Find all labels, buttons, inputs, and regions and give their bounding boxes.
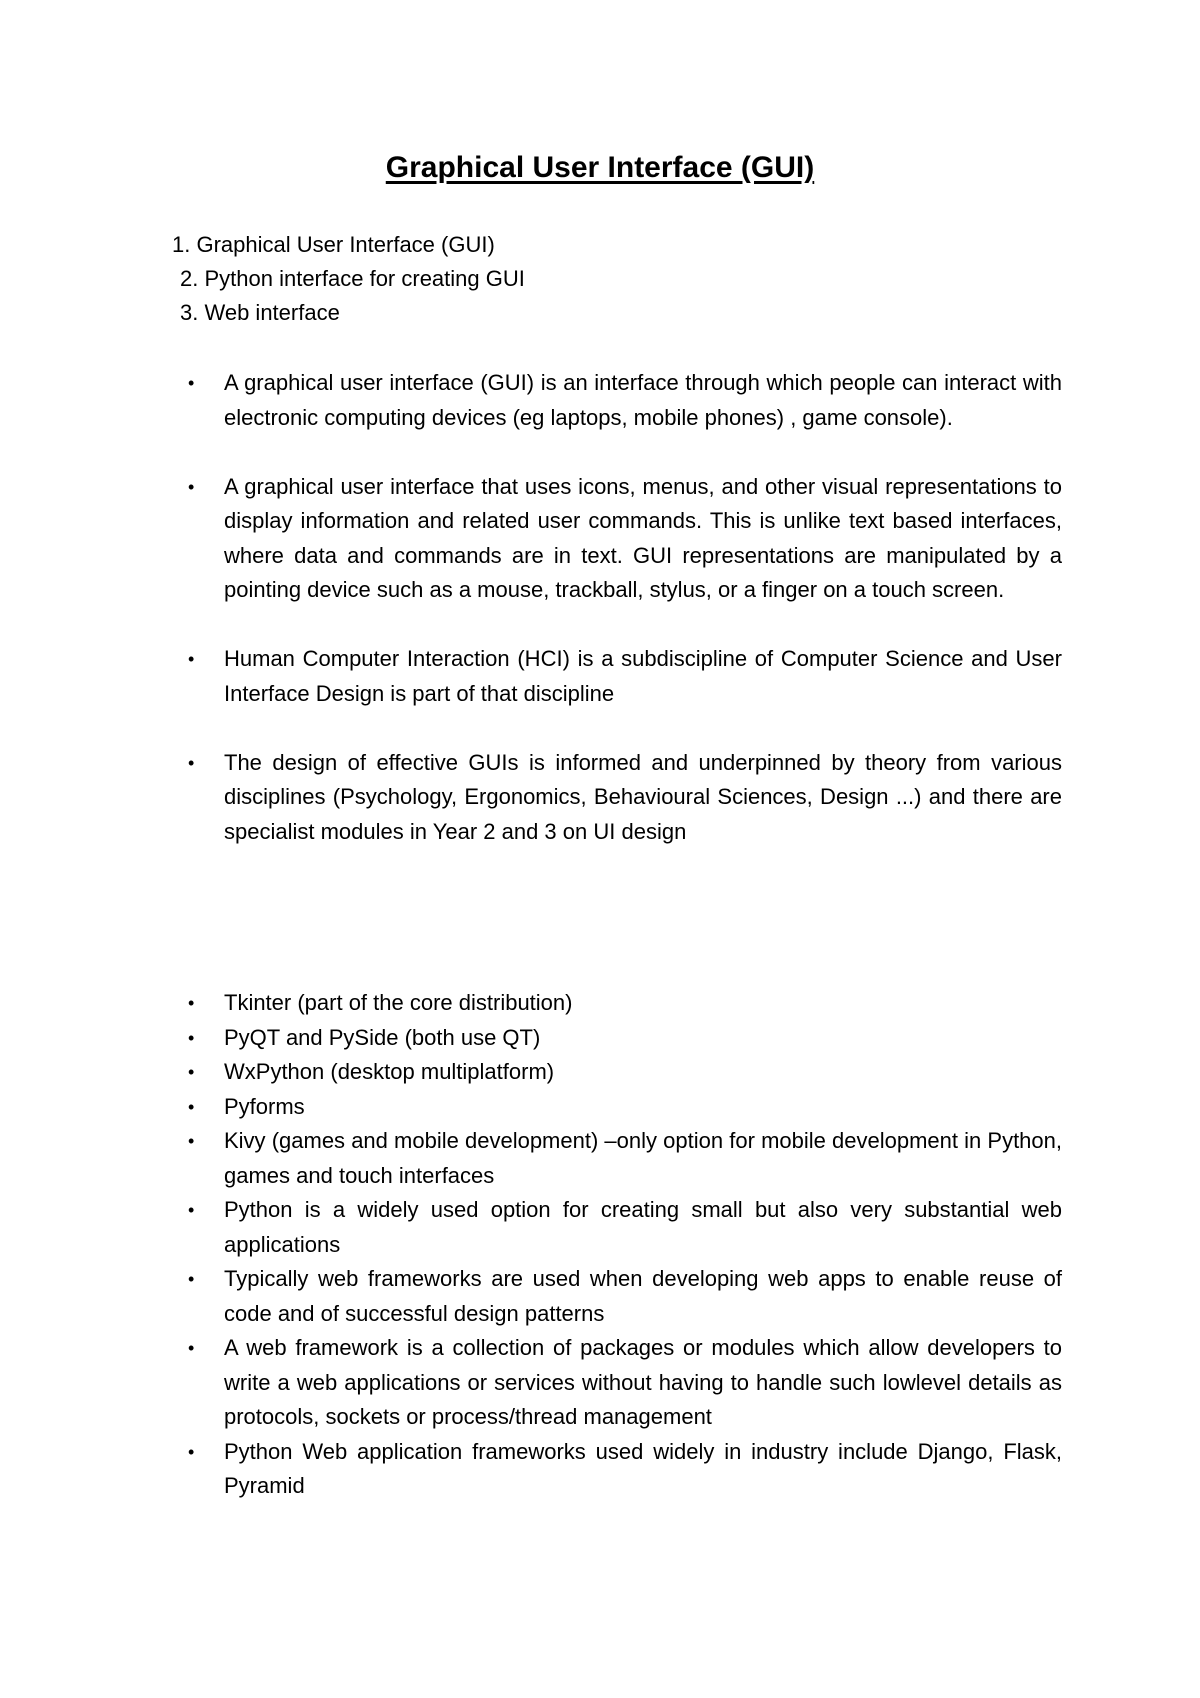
item-number: 2. [180,266,199,291]
bullet-item [182,1124,1062,1193]
bullet-icon: • [188,993,195,1013]
bullet-text: Python is a widely used option for creating small but also very substantial web applications [224,1197,1062,1257]
item-text: Python interface for creating GUI [204,266,525,291]
item-number: 3. [180,300,199,325]
bullet-item [182,1193,1062,1262]
bullet-text: A graphical user interface that uses icons, menus, and other visual representations to display information and related user commands. This is unlike text based interfaces, where data and commands are in text. GUI representations are manipulated by a pointing device such as a mouse, trackball, stylus, or a finger on a touch screen. [224,473,1062,602]
item-text: Graphical User Interface (GUI) [196,232,495,257]
bullet-icon: • [188,1441,195,1462]
bullet-icon: • [188,752,195,773]
item-text: Web interface [204,300,340,325]
bullet-text: A graphical user interface (GUI) is an interface through which people can interact with electronic computing devices (eg laptops, mobile phones) , game console). [224,370,1062,430]
bullet-text: Kivy (games and mobile development) –only option for mobile development in Python, games and touch interfaces [224,1128,1062,1188]
numbered-item [172,262,525,296]
bullet-item [182,1435,1062,1504]
paragraph-bullet-list [182,366,1062,884]
bullet-item [182,746,1062,850]
bullet-icon: • [188,1096,195,1117]
page-title: Graphical User Interface (GUI) [385,151,815,184]
bullet-icon: • [188,1338,195,1358]
bullet-icon: • [188,1200,195,1220]
bullet-item [182,986,1062,1021]
bullet-item [182,1055,1062,1090]
numbered-list [172,228,525,330]
bullet-item [182,642,1062,711]
bullet-text: A web framework is a collection of packages or modules which allow developers to write a web applications or services without having to handle such lowlevel details as protocols, sockets or process/thread management [224,1335,1062,1429]
bullet-item [182,1090,1062,1125]
bullet-text: Pyforms [224,1093,305,1119]
bullet-icon: • [188,373,195,393]
bullet-text: Human Computer Interaction (HCI) is a subdiscipline of Computer Science and User Interface Design is part of that discipline [224,646,1062,706]
bullet-icon: • [188,1269,195,1289]
bullet-text: Typically web frameworks are used when developing web apps to enable reuse of code and of successful design patterns [224,1266,1062,1326]
bullet-icon: • [188,1131,195,1151]
numbered-item [172,296,525,330]
bullet-text: The design of effective GUIs is informed and underpinned by theory from various disciplines (Psychology, Ergonomics, Behavioural Sciences, Design ...) and there are specialist modules in Year 2 and 3 on UI design [224,749,1062,844]
bullet-item [182,1021,1062,1056]
bullet-item [182,366,1062,435]
bullet-text: PyQT and PySide (both use QT) [224,1024,541,1050]
bullet-text: Tkinter (part of the core distribution) [224,990,573,1015]
bullet-text: WxPython (desktop multiplatform) [224,1059,555,1084]
numbered-item [172,228,525,262]
bullet-icon: • [188,1027,195,1048]
item-number: 1. [172,232,191,257]
framework-bullet-list [182,986,1062,1504]
bullet-item [182,1331,1062,1435]
bullet-icon: • [188,649,195,669]
bullet-icon: • [188,1062,195,1082]
bullet-item [182,470,1062,608]
bullet-text: Python Web application frameworks used widely in industry include Django, Flask, Pyramid [224,1438,1062,1498]
bullet-icon: • [188,476,195,497]
bullet-item [182,1262,1062,1331]
